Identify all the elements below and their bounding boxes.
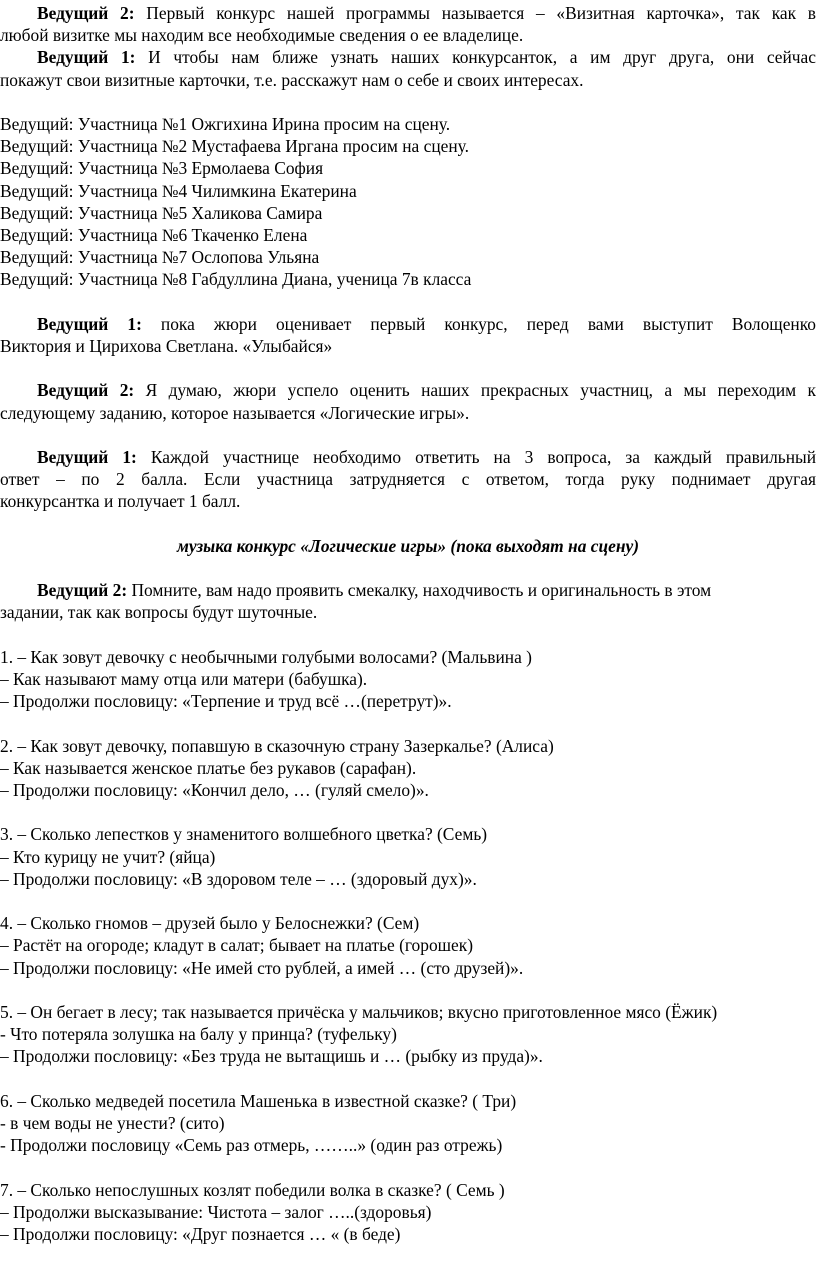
question-line: – Как называется женское платье без рукавов (сарафан). — [0, 757, 417, 778]
question-line: – Растёт на огороде; кладут в салат; бывает на платье (горошек) — [0, 935, 473, 956]
paragraph-text: Каждой участнице необходимо ответить на 3 вопроса, за каждый правильный — [136, 447, 816, 467]
question-block-6 — [0, 1090, 816, 1157]
question-line: – Продолжи пословицу: «Терпение и труд всё …(перетрут)». — [0, 691, 452, 712]
spacer — [0, 624, 816, 646]
intro-paragraph-2 — [0, 46, 816, 90]
spacer — [0, 557, 816, 579]
paragraph-text: задании, так как вопросы будут шуточные. — [0, 602, 318, 623]
paragraph-text: любой визитке мы находим все необходимые сведения о ее владелице. — [0, 25, 524, 46]
spacer — [0, 291, 816, 313]
paragraph-text: И чтобы нам ближе узнать наших конкурсанток, а им друг друга, они сейчас — [135, 47, 816, 68]
host-paragraph-6 — [0, 579, 816, 623]
question-line: 5. – Он бегает в лесу; так называется причёска у мальчиков; вкусно приготовленное мясо (Ёжик) — [0, 1001, 718, 1022]
question-line: 3. – Сколько лепестков у знаменитого волшебного цветка? (Семь) — [0, 824, 488, 845]
participant-line: Ведущий: Участница №7 Ослопова Ульяна — [0, 247, 320, 268]
spacer — [0, 979, 816, 1001]
question-block-4 — [0, 912, 816, 979]
spacer — [0, 1156, 816, 1178]
spacer — [0, 801, 816, 823]
paragraph-text: пока жюри оценивает первый конкурс, перед вами выступит Волощенко — [141, 313, 816, 334]
paragraph-text: конкурсантка и получает 1 балл. — [0, 491, 241, 512]
question-line: – Продолжи пословицу: «Не имей сто рублей, а имей … (сто друзей)». — [0, 957, 524, 978]
speaker-label: Ведущий 2: — [37, 3, 135, 23]
question-line: 6. – Сколько медведей посетила Машенька в известной сказке? ( Три) — [0, 1090, 517, 1111]
question-line: – Продолжи высказывание: Чистота – залог …..(здоровья) — [0, 1201, 432, 1222]
spacer — [0, 1068, 816, 1090]
paragraph-text: Помните, вам надо проявить смекалку, находчивость и оригинальность в этом — [127, 580, 712, 601]
question-block-2 — [0, 735, 816, 802]
spacer — [0, 712, 816, 734]
spacer — [0, 91, 816, 113]
speaker-label: Ведущий 1: — [37, 47, 136, 68]
spacer — [0, 890, 816, 912]
question-line: – Кто курицу не учит? (яйца) — [0, 846, 216, 867]
paragraph-text: Я думаю, жюри успело оценить наших прекрасных участниц, а мы переходим к — [134, 380, 816, 401]
question-line: - Что потеряла золушка на балу у принца? (туфельку) — [0, 1024, 397, 1045]
speaker-label: Ведущий 1: — [37, 313, 142, 334]
question-line: 2. – Как зовут девочку, попавшую в сказочную страну Зазеркалье? (Алиса) — [0, 735, 554, 756]
spacer — [0, 357, 816, 379]
question-block-5 — [0, 1001, 816, 1068]
question-block-3 — [0, 823, 816, 890]
participant-line: Ведущий: Участница №6 Ткаченко Елена — [0, 225, 308, 246]
participant-line: Ведущий: Участница №1 Ожгихина Ирина просим на сцену. — [0, 114, 451, 134]
question-line: 4. – Сколько гномов – друзей было у Белоснежки? (Сем) — [0, 913, 420, 934]
paragraph-text: Виктория и Цирихова Светлана. «Улыбайся» — [0, 336, 333, 357]
speaker-label: Ведущий 2: — [37, 380, 135, 401]
question-line: – Продолжи пословицу: «Кончил дело, … (гуляй смело)». — [0, 779, 429, 800]
question-line: 7. – Сколько непослушных козлят победили волка в сказке? ( Семь ) — [0, 1179, 505, 1200]
question-line: - Продолжи пословицу «Семь раз отмерь, ……..» (один раз отрежь) — [0, 1135, 503, 1156]
music-cue: музыка конкурс «Логические игры» (пока выходят на сцену) — [176, 535, 640, 556]
question-line: – Как называют маму отца или матери (бабушка). — [0, 668, 368, 689]
intro-paragraph-1 — [0, 2, 816, 46]
spacer — [0, 513, 816, 535]
participant-line: Ведущий: Участница №3 Ермолаева София — [0, 158, 324, 179]
question-line: - в чем воды не унести? (сито) — [0, 1112, 225, 1133]
host-paragraph-5 — [0, 446, 816, 513]
speaker-label: Ведущий 2: — [37, 580, 128, 601]
spacer — [0, 424, 816, 446]
participant-line: Ведущий: Участница №8 Габдуллина Диана, ученица 7в класса — [0, 269, 472, 290]
question-line: – Продолжи пословицу: «Без труда не вытащишь и … (рыбку из пруда)». — [0, 1046, 543, 1067]
paragraph-text: Первый конкурс нашей программы называется – «Визитная карточка», так как в — [134, 3, 816, 23]
paragraph-text: ответ – по 2 балла. Если участница затрудняется с ответом, тогда руку поднимает другая — [0, 469, 816, 490]
host-paragraph-3 — [0, 313, 816, 357]
paragraph-text: следующему заданию, которое называется «Логические игры». — [0, 402, 470, 423]
question-line: – Продолжи пословицу: «В здоровом теле – … (здоровый дух)». — [0, 868, 477, 889]
participant-line: Ведущий: Участница №4 Чилимкина Екатерина — [0, 180, 357, 201]
participant-line: Ведущий: Участница №2 Мустафаева Иргана просим на сцену. — [0, 136, 469, 157]
participant-line: Ведущий: Участница №5 Халикова Самира — [0, 202, 323, 223]
question-block-7 — [0, 1179, 816, 1246]
speaker-label: Ведущий 1: — [37, 447, 137, 467]
participant-list — [0, 113, 816, 291]
question-line: 1. – Как зовут девочку с необычными голубыми волосами? (Мальвина ) — [0, 646, 532, 667]
question-line: – Продолжи пословицу: «Друг познается … « (в беде) — [0, 1223, 401, 1244]
paragraph-text: покажут свои визитные карточки, т.е. расскажут нам о себе и своих интересах. — [0, 69, 584, 90]
host-paragraph-4 — [0, 379, 816, 423]
question-block-1 — [0, 646, 816, 713]
